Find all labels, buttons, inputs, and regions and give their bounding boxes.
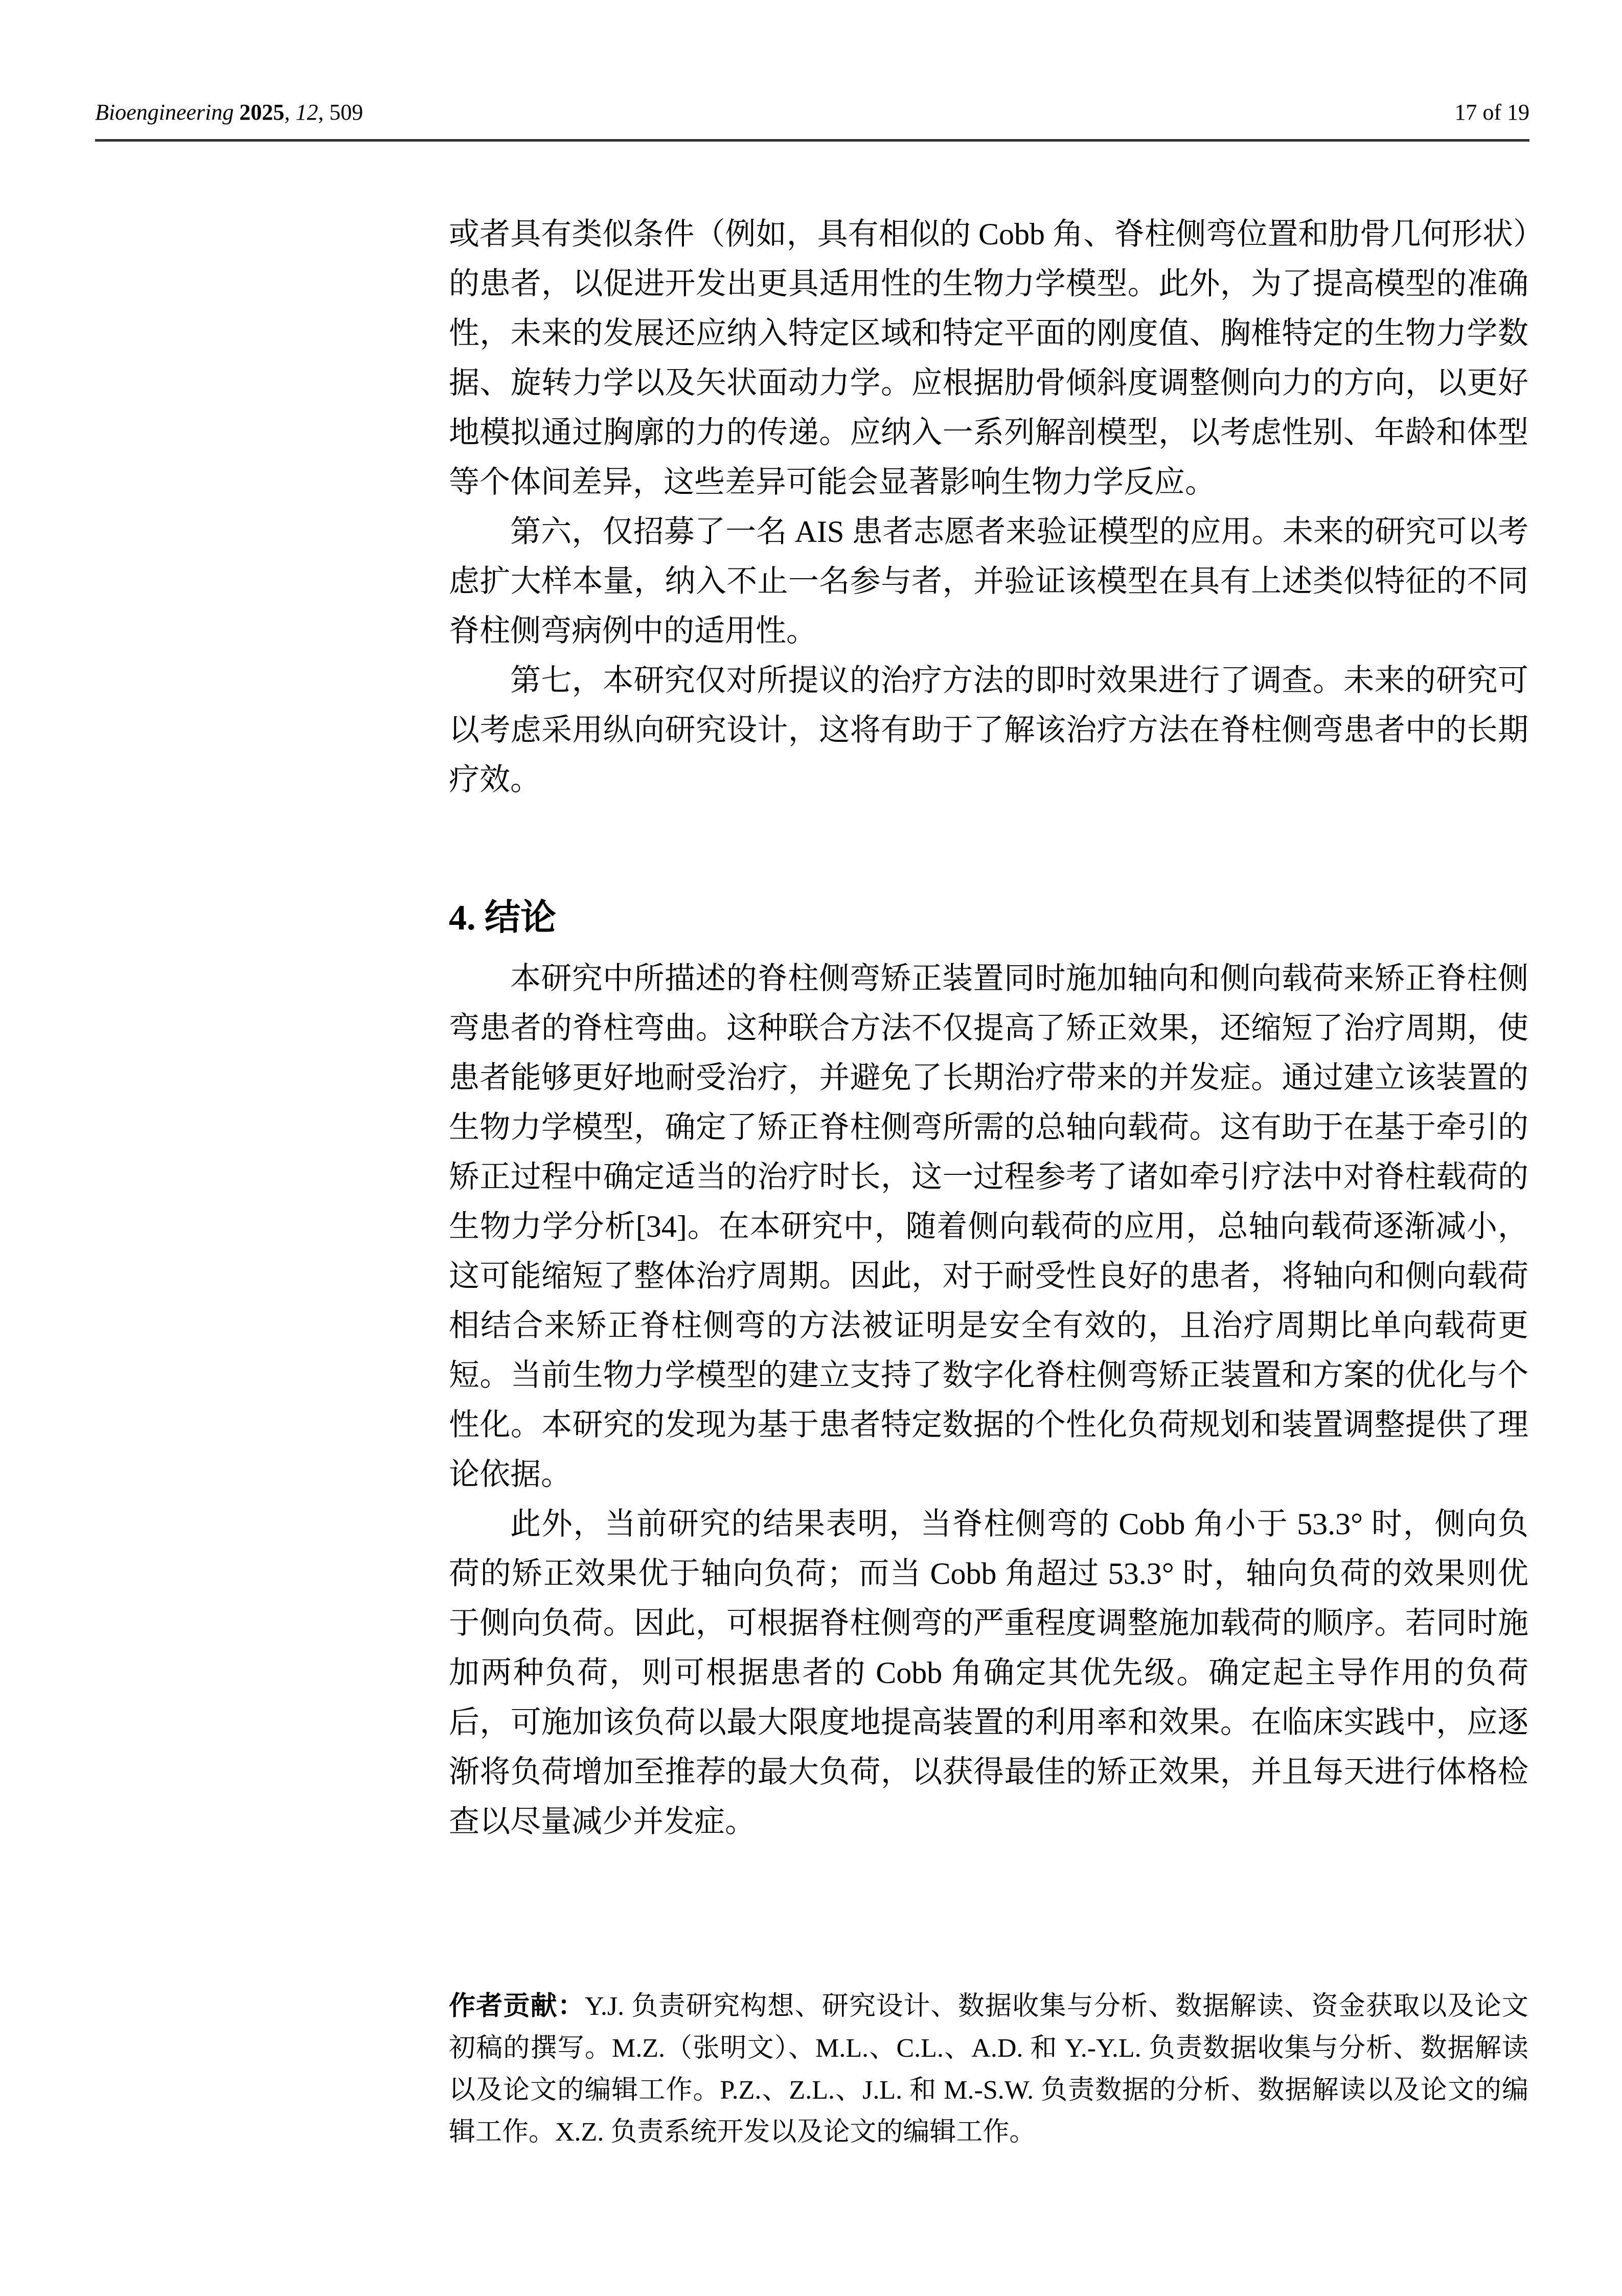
author-contributions-label: 作者贡献： [449,1991,585,2021]
limitations-paragraph-continuation: 或者具有类似条件（例如，具有相似的 Cobb 角、脊柱侧弯位置和肋骨几何形状）的患者，以促进开发出更具适用性的生物力学模型。此外，为了提高模型的准确性，未来的发展还应纳入特定区域和特定平面的刚度值、胸椎特定的生物力学数据、旋转力学以及矢状面动力学。应根据肋骨倾斜度调整侧向力的方向，以更好地模拟通过胸廓的力的传递。应纳入一系列解剖模型，以考虑性别、年龄和体型等个体间差异，这些差异可能会显著影响生物力学反应。 [449,217,1528,499]
journal-volume: 12 [295,100,318,125]
conclusion-paragraph-2: 此外，当前研究的结果表明，当脊柱侧弯的 Cobb 角小于 53.3° 时，侧向负荷的矫正效果优于轴向负荷；而当 Cobb 角超过 53.3° 时，轴向负荷的效果则优于侧向负荷。因此，可根据脊柱侧弯的严重程度调整施加载荷的顺序。若同时施加两种负荷，则可根据患者的 Cobb 角确定其优先级。确定起主导作用的负荷后，可施加该负荷以最大限度地提高装置的利用率和效果。在临床实践中，应逐渐将负荷增加至推荐的最大负荷，以获得最佳的矫正效果，并且每天进行体格检查以尽量减少并发症。 [449,1507,1528,1838]
running-head [95,99,1529,126]
journal-article-number: 509 [329,100,363,125]
conclusion-paragraph-1: 本研究中所描述的脊柱侧弯矫正装置同时施加轴向和侧向载荷来矫正脊柱侧弯患者的脊柱弯曲。这种联合方法不仅提高了矫正效果，还缩短了治疗周期，使患者能够更好地耐受治疗，并避免了长期治疗带来的并发症。通过建立该装置的生物力学模型，确定了矫正脊柱侧弯所需的总轴向载荷。这有助于在基于牵引的矫正过程中确定适当的治疗时长，这一过程参考了诸如牵引疗法中对脊柱载荷的生物力学分析[34]。在本研究中，随着侧向载荷的应用，总轴向载荷逐渐减小，这可能缩短了整体治疗周期。因此，对于耐受性良好的患者，将轴向和侧向载荷相结合来矫正脊柱侧弯的方法被证明是安全有效的，且治疗周期比单向载荷更短。当前生物力学模型的建立支持了数字化脊柱侧弯矫正装置和方案的优化与个性化。本研究的发现为基于患者特定数据的个性化负荷规划和装置调整提供了理论依据。 [449,961,1528,1491]
journal-citation: Bioengineering 2025, 12, 509 [95,100,363,125]
limitations-paragraph-seventh: 第七，本研究仅对所提议的治疗方法的即时效果进行了调查。未来的研究可以考虑采用纵向研究设计，这将有助于了解该治疗方法在脊柱侧弯患者中的长期疗效。 [449,664,1528,797]
header-divider [95,139,1529,142]
journal-name: Bioengineering [95,100,234,125]
page-number: 17 of 19 [1454,100,1529,125]
section-heading-conclusion: 4. 结论 [449,898,556,938]
author-contributions-text: Y.J. 负责研究构想、研究设计、数据收集与分析、数据解读、资金获取以及论文初稿的撰写。M.Z.（张明文）、M.L.、C.L.、A.D. 和 Y.-Y.L. 负责数据收集与分析、数据解读以及论文的编辑工作。P.Z.、Z.L.、J.L. 和 M.-S.W. 负责数据的分析、数据解读以及论文的编辑工作。X.Z. 负责系统开发以及论文的编辑工作。 [449,1991,1528,2147]
body-column [449,210,1528,2153]
limitations-paragraph-sixth: 第六，仅招募了一名 AIS 患者志愿者来验证模型的应用。未来的研究可以考虑扩大样本量，纳入不止一名参与者，并验证该模型在具有上述类似特征的不同脊柱侧弯病例中的适用性。 [449,515,1528,648]
author-contributions [449,1986,1528,2153]
journal-year: 2025 [239,100,285,125]
